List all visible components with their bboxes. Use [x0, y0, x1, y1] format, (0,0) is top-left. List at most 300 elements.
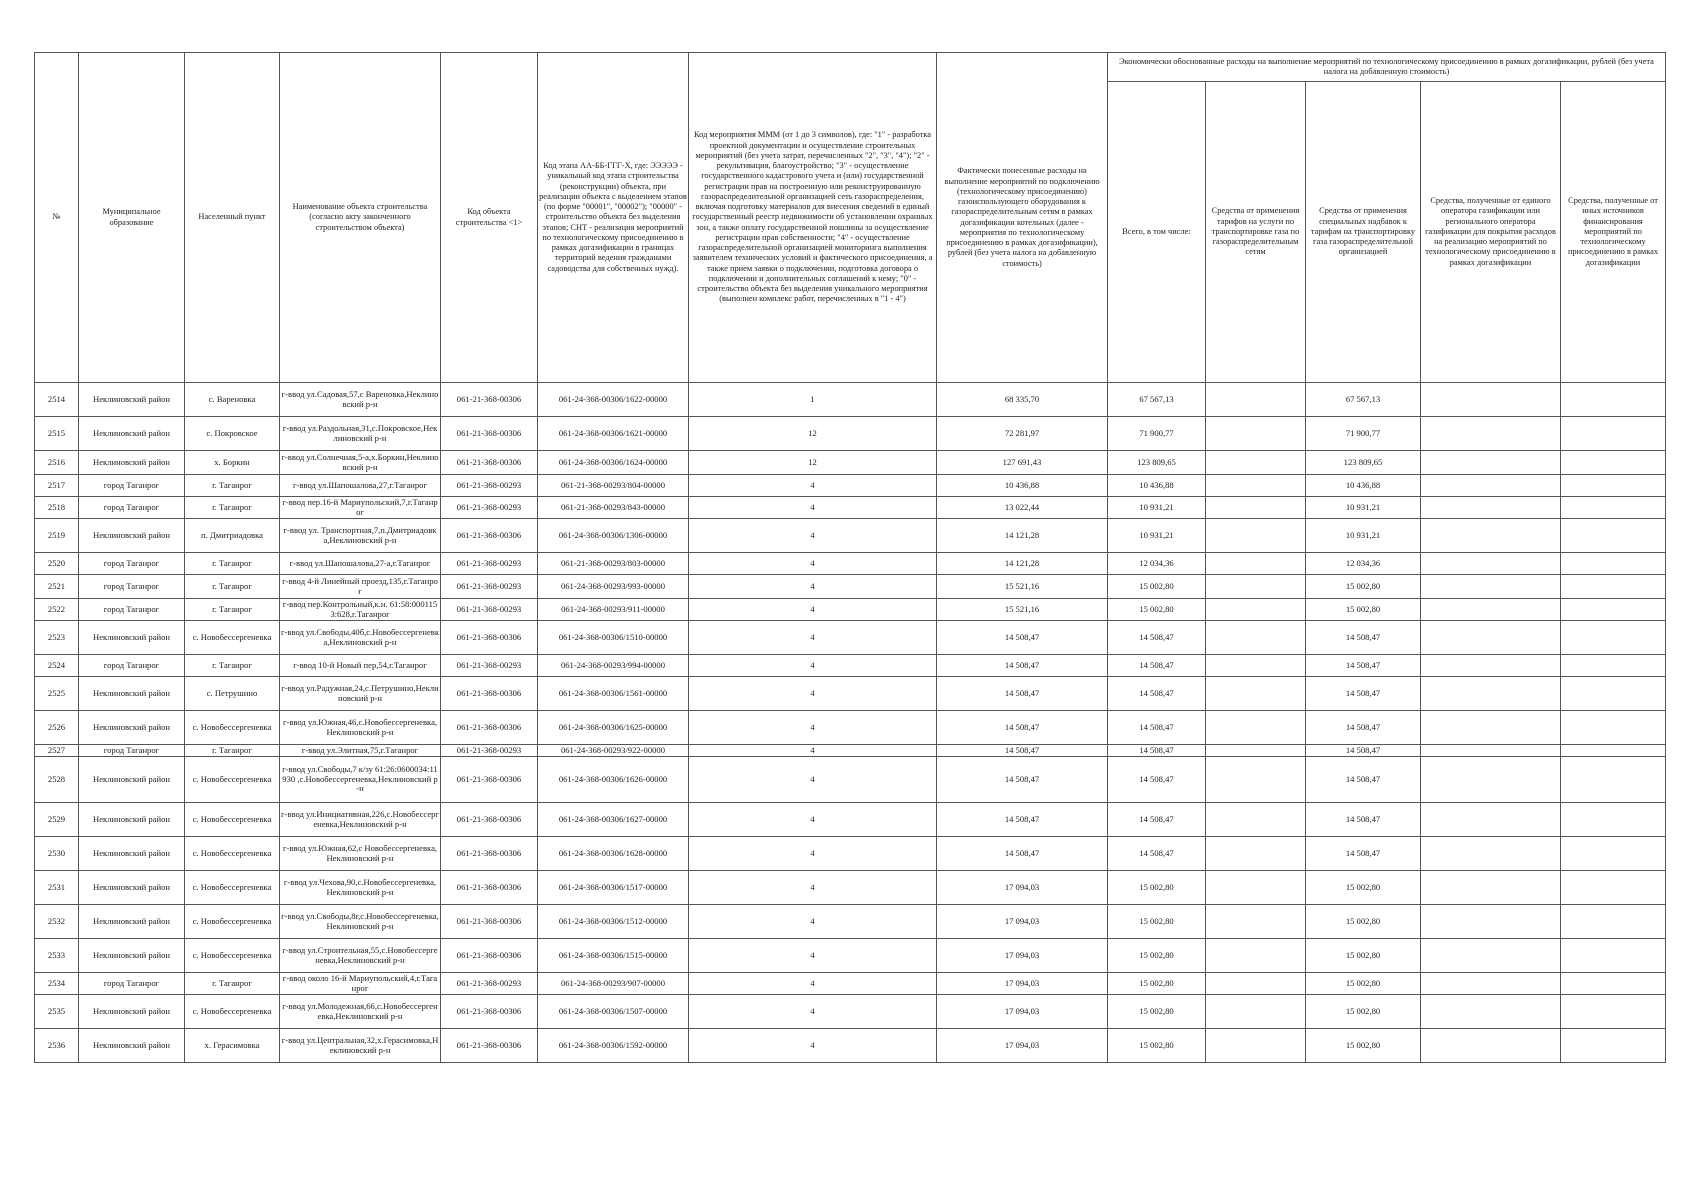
header-other: Средства, полученные от иных источников финансирования мероприятий по технологическому присоединению в рамках догазификации: [1561, 82, 1666, 383]
cell-municipality: Неклиновский район: [79, 417, 185, 451]
cell-object-code: 061-21-368-00306: [441, 711, 538, 745]
cell-settlement: с. Новобессергеневка: [185, 905, 280, 939]
cell-tariffs: [1206, 939, 1306, 973]
cell-object-name: г-ввод 4-й Линейный проезд,135,г.Таганрог: [280, 575, 441, 599]
cell-stage-code: 061-24-368-00306/1622-00000: [538, 383, 689, 417]
cell-municipality: Неклиновский район: [79, 939, 185, 973]
cell-no: 2519: [35, 519, 79, 553]
cell-total: 15 002,80: [1108, 973, 1206, 995]
cell-operator: [1421, 973, 1561, 995]
cell-event-code: 4: [689, 475, 937, 497]
header-stage-code: Код этапа АА-ББ-ГГГ-Х, где: ЭЭЭЭЭ - уникальный код этапа строительства (реконструкции) объекта, при реализации объекта с выделением этапов (по форме "00001", "00002"); "00000" - строительство объекта без выделения этапов; СНТ - реализация мероприятий по технологическому присоединению в рамках догазификации в границах территорий ведения гражданами садоводства для собственных нужд).: [538, 53, 689, 383]
cell-tariffs: [1206, 621, 1306, 655]
cell-other: [1561, 995, 1666, 1029]
cell-operator: [1421, 497, 1561, 519]
cell-event-code: 4: [689, 599, 937, 621]
cell-total: 14 508,47: [1108, 677, 1206, 711]
cell-no: 2524: [35, 655, 79, 677]
table-row: [35, 475, 1666, 497]
cell-event-code: 4: [689, 711, 937, 745]
cell-other: [1561, 757, 1666, 803]
cell-tariffs: [1206, 451, 1306, 475]
cell-other: [1561, 1029, 1666, 1063]
cell-event-code: 4: [689, 621, 937, 655]
cell-event-code: 4: [689, 575, 937, 599]
header-settlement: Населенный пункт: [185, 53, 280, 383]
cell-stage-code: 061-24-368-00306/1507-00000: [538, 995, 689, 1029]
cell-markups: 15 002,80: [1306, 973, 1421, 995]
table-row: [35, 621, 1666, 655]
cell-markups: 10 931,21: [1306, 519, 1421, 553]
cell-actual-costs: 15 521,16: [937, 575, 1108, 599]
cell-object-code: 061-21-368-00306: [441, 519, 538, 553]
cell-stage-code: 061-21-368-00293/803-00000: [538, 553, 689, 575]
cell-actual-costs: 14 508,47: [937, 803, 1108, 837]
cell-operator: [1421, 939, 1561, 973]
cell-actual-costs: 13 022,44: [937, 497, 1108, 519]
cell-total: 15 002,80: [1108, 1029, 1206, 1063]
cell-tariffs: [1206, 837, 1306, 871]
cell-markups: 10 931,21: [1306, 497, 1421, 519]
cell-object-name: г-ввод ул.Центральная,32,х.Герасимовка,Неклиновский р-н: [280, 1029, 441, 1063]
cell-municipality: Неклиновский район: [79, 757, 185, 803]
cell-no: 2535: [35, 995, 79, 1029]
cell-settlement: с. Новобессергеневка: [185, 837, 280, 871]
cell-stage-code: 061-24-368-00293/907-00000: [538, 973, 689, 995]
cell-other: [1561, 451, 1666, 475]
cell-stage-code: 061-24-368-00306/1510-00000: [538, 621, 689, 655]
header-tariffs: Средства от применения тарифов на услуги по транспортировке газа по газораспределительным сетям: [1206, 82, 1306, 383]
cell-total: 15 002,80: [1108, 939, 1206, 973]
cell-event-code: 12: [689, 417, 937, 451]
cell-actual-costs: 14 508,47: [937, 745, 1108, 757]
cell-municipality: город Таганрог: [79, 575, 185, 599]
cell-object-code: 061-21-368-00293: [441, 575, 538, 599]
cell-event-code: 4: [689, 871, 937, 905]
cell-operator: [1421, 575, 1561, 599]
header-group-title: Экономически обоснованные расходы на выполнение мероприятий по технологическому присоединению в рамках догазификации, рублей (без учета налога на добавленную стоимость): [1108, 53, 1666, 82]
cell-object-name: г-ввод ул.Инициативная,226,с.Новобессергеневка,Неклиновский р-н: [280, 803, 441, 837]
header-event-code: Код мероприятия МММ (от 1 до 3 символов), где: "1" - разработка проектной документации и осуществление строительных мероприятий (без учета затрат, перечисленных "2", "3", "4"); "2" - рекультивация, благоустройство; "3" - осуществление государственного кадастрового учета и (или) государственной регистрации прав на построенную или реконструированную газораспределительной организацией сеть газораспределения, включая подготовку материалов для внесения сведений в единый государственный реестр недвижимости об установлении охранных зон, а также оплату государственной пошлины за осуществление регистрации прав собственности; "4" - осуществление газораспределительной организацией мониторинга выполнения заявителем технических условий и фактического присоединения, а также прием заявки о подключении, подготовка договора о подключении и дополнительных соглашений к нему; "0" - строительство объекта без выделения уникального мероприятия (выполнен комплекс работ, перечисленных в "1 - 4"): [689, 53, 937, 383]
cell-actual-costs: 14 508,47: [937, 655, 1108, 677]
cell-stage-code: 061-24-368-00293/994-00000: [538, 655, 689, 677]
cell-other: [1561, 677, 1666, 711]
cell-object-name: г-ввод ул.Строительная,55,с.Новобессергеневка,Неклиновский р-н: [280, 939, 441, 973]
cell-object-code: 061-21-368-00306: [441, 995, 538, 1029]
cell-tariffs: [1206, 553, 1306, 575]
cell-no: 2521: [35, 575, 79, 599]
cell-object-name: г-ввод ул.Свободы,8г,с.Новобессергеневка,Неклиновский р-н: [280, 905, 441, 939]
cell-markups: 15 002,80: [1306, 905, 1421, 939]
cell-event-code: 4: [689, 519, 937, 553]
cell-object-code: 061-21-368-00306: [441, 803, 538, 837]
cell-municipality: город Таганрог: [79, 745, 185, 757]
cell-operator: [1421, 383, 1561, 417]
cell-event-code: 4: [689, 677, 937, 711]
cell-settlement: х. Боркин: [185, 451, 280, 475]
cell-settlement: х. Герасимовка: [185, 1029, 280, 1063]
cell-settlement: г. Таганрог: [185, 655, 280, 677]
cell-operator: [1421, 475, 1561, 497]
cell-actual-costs: 14 508,47: [937, 677, 1108, 711]
cell-tariffs: [1206, 599, 1306, 621]
cell-total: 10 931,21: [1108, 519, 1206, 553]
cell-markups: 67 567,13: [1306, 383, 1421, 417]
cell-object-code: 061-21-368-00306: [441, 871, 538, 905]
cell-municipality: Неклиновский район: [79, 519, 185, 553]
cell-settlement: с. Новобессергеневка: [185, 871, 280, 905]
cell-tariffs: [1206, 995, 1306, 1029]
cell-other: [1561, 803, 1666, 837]
cell-tariffs: [1206, 973, 1306, 995]
cell-object-code: 061-21-368-00293: [441, 497, 538, 519]
table-row: [35, 451, 1666, 475]
cell-municipality: Неклиновский район: [79, 711, 185, 745]
cell-actual-costs: 17 094,03: [937, 939, 1108, 973]
cell-object-code: 061-21-368-00293: [441, 553, 538, 575]
table-row: [35, 575, 1666, 599]
cell-object-name: г-ввод пер.Контрольный,к.н. 61:58:0001153:628,г.Таганрог: [280, 599, 441, 621]
cell-actual-costs: 14 508,47: [937, 621, 1108, 655]
cell-object-code: 061-21-368-00306: [441, 837, 538, 871]
cell-object-code: 061-21-368-00293: [441, 973, 538, 995]
table-body: [35, 383, 1666, 1063]
cell-markups: 14 508,47: [1306, 745, 1421, 757]
cell-stage-code: 061-24-368-00306/1621-00000: [538, 417, 689, 451]
cell-no: 2532: [35, 905, 79, 939]
cell-stage-code: 061-21-368-00293/843-00000: [538, 497, 689, 519]
cell-object-name: г-ввод около 16-й Мариупольский,4,г.Таганрог: [280, 973, 441, 995]
cell-other: [1561, 575, 1666, 599]
cell-total: 123 809,65: [1108, 451, 1206, 475]
cell-stage-code: 061-24-368-00306/1628-00000: [538, 837, 689, 871]
cell-other: [1561, 383, 1666, 417]
cell-other: [1561, 745, 1666, 757]
cell-municipality: Неклиновский район: [79, 1029, 185, 1063]
cell-settlement: с. Новобессергеневка: [185, 803, 280, 837]
cell-operator: [1421, 655, 1561, 677]
cell-other: [1561, 939, 1666, 973]
cell-no: 2526: [35, 711, 79, 745]
cell-other: [1561, 973, 1666, 995]
cell-object-name: г-ввод ул.Радужная,24,с.Петрушино,Неклиновский р-н: [280, 677, 441, 711]
cell-total: 14 508,47: [1108, 803, 1206, 837]
cell-event-code: 4: [689, 497, 937, 519]
cell-municipality: Неклиновский район: [79, 677, 185, 711]
cell-markups: 14 508,47: [1306, 711, 1421, 745]
cell-object-code: 061-21-368-00306: [441, 451, 538, 475]
cell-total: 15 002,80: [1108, 871, 1206, 905]
cell-no: 2528: [35, 757, 79, 803]
cell-actual-costs: 17 094,03: [937, 1029, 1108, 1063]
cell-no: 2518: [35, 497, 79, 519]
cell-markups: 14 508,47: [1306, 621, 1421, 655]
cell-total: 15 002,80: [1108, 995, 1206, 1029]
cell-actual-costs: 15 521,16: [937, 599, 1108, 621]
cell-event-code: 4: [689, 905, 937, 939]
cell-no: 2517: [35, 475, 79, 497]
cell-event-code: 4: [689, 757, 937, 803]
cell-tariffs: [1206, 905, 1306, 939]
cell-other: [1561, 497, 1666, 519]
cell-tariffs: [1206, 1029, 1306, 1063]
cell-markups: 15 002,80: [1306, 939, 1421, 973]
cell-settlement: с. Новобессергеневка: [185, 939, 280, 973]
cell-tariffs: [1206, 497, 1306, 519]
cell-object-code: 061-21-368-00306: [441, 383, 538, 417]
header-operator: Средства, полученные от единого оператора газификации или регионального оператора газификации для покрытия расходов на реализацию мероприятий по технологическому присоединению в рамках догазификации: [1421, 82, 1561, 383]
cell-object-name: г-ввод ул.Садовая,57,с Вареновка,Неклиновский р-н: [280, 383, 441, 417]
cell-municipality: город Таганрог: [79, 599, 185, 621]
cell-tariffs: [1206, 677, 1306, 711]
cell-tariffs: [1206, 475, 1306, 497]
cell-event-code: 4: [689, 1029, 937, 1063]
cell-tariffs: [1206, 871, 1306, 905]
cell-no: 2529: [35, 803, 79, 837]
table-row: [35, 417, 1666, 451]
table-row: [35, 837, 1666, 871]
cell-actual-costs: 72 281,97: [937, 417, 1108, 451]
table-row: [35, 711, 1666, 745]
cell-no: 2536: [35, 1029, 79, 1063]
cell-object-name: г-ввод ул.Южная,46,с.Новобессергеневка,Неклиновский р-н: [280, 711, 441, 745]
cell-stage-code: 061-24-368-00306/1624-00000: [538, 451, 689, 475]
table-row: [35, 939, 1666, 973]
cell-no: 2530: [35, 837, 79, 871]
cell-object-name: г-ввод ул.Солнечная,5-а,х.Боркин,Неклиновский р-н: [280, 451, 441, 475]
table-row: [35, 871, 1666, 905]
cell-stage-code: 061-24-368-00306/1626-00000: [538, 757, 689, 803]
cell-markups: 14 508,47: [1306, 837, 1421, 871]
cell-object-code: 061-21-368-00306: [441, 905, 538, 939]
cell-markups: 15 002,80: [1306, 599, 1421, 621]
cell-object-code: 061-21-368-00293: [441, 655, 538, 677]
cell-stage-code: 061-24-368-00306/1512-00000: [538, 905, 689, 939]
cell-object-name: г-ввод ул.Шапошалова,27,г.Таганрог: [280, 475, 441, 497]
cell-event-code: 4: [689, 745, 937, 757]
cell-markups: 123 809,65: [1306, 451, 1421, 475]
cell-tariffs: [1206, 711, 1306, 745]
cell-other: [1561, 621, 1666, 655]
cell-actual-costs: 68 335,70: [937, 383, 1108, 417]
cell-no: 2527: [35, 745, 79, 757]
cell-other: [1561, 553, 1666, 575]
header-object-name: Наименование объекта строительства (согласно акту законченного строительством объекта): [280, 53, 441, 383]
cell-settlement: с. Вареновка: [185, 383, 280, 417]
cell-stage-code: 061-24-368-00306/1517-00000: [538, 871, 689, 905]
cell-object-code: 061-21-368-00306: [441, 757, 538, 803]
cell-total: 14 508,47: [1108, 757, 1206, 803]
cell-actual-costs: 10 436,88: [937, 475, 1108, 497]
table-header: [35, 53, 1666, 383]
cell-no: 2531: [35, 871, 79, 905]
cell-municipality: город Таганрог: [79, 475, 185, 497]
table-row: [35, 745, 1666, 757]
cell-object-code: 061-21-368-00306: [441, 939, 538, 973]
cell-settlement: с. Петрушино: [185, 677, 280, 711]
cell-markups: 10 436,88: [1306, 475, 1421, 497]
cell-object-code: 061-21-368-00306: [441, 677, 538, 711]
cell-object-name: г-ввод ул.Молодежная,66,с.Новобессергеневка,Неклиновский р-н: [280, 995, 441, 1029]
cell-other: [1561, 599, 1666, 621]
header-actual-costs: Фактически понесенные расходы на выполнение мероприятий по подключению (технологическому присоединению) газоиспользующего оборудования к газораспределительным сетям в рамках догазификации котельных (далее - мероприятия по технологическому присоединению в рамках догазификации), рублей (без учета налога на добавленную стоимость): [937, 53, 1108, 383]
cell-no: 2522: [35, 599, 79, 621]
cell-markups: 14 508,47: [1306, 677, 1421, 711]
table-row: [35, 677, 1666, 711]
cell-object-name: г-ввод ул.Элитная,75,г.Таганрог: [280, 745, 441, 757]
cell-operator: [1421, 417, 1561, 451]
cell-tariffs: [1206, 803, 1306, 837]
cell-object-code: 061-21-368-00306: [441, 417, 538, 451]
cell-no: 2515: [35, 417, 79, 451]
cell-tariffs: [1206, 745, 1306, 757]
cell-no: 2520: [35, 553, 79, 575]
table-row: [35, 1029, 1666, 1063]
cell-tariffs: [1206, 383, 1306, 417]
table-row: [35, 803, 1666, 837]
cell-actual-costs: 127 691,43: [937, 451, 1108, 475]
cell-other: [1561, 475, 1666, 497]
cell-stage-code: 061-24-368-00306/1592-00000: [538, 1029, 689, 1063]
cell-stage-code: 061-24-368-00306/1627-00000: [538, 803, 689, 837]
cell-actual-costs: 14 121,28: [937, 519, 1108, 553]
table-row: [35, 905, 1666, 939]
cell-municipality: Неклиновский район: [79, 995, 185, 1029]
cell-tariffs: [1206, 417, 1306, 451]
cell-operator: [1421, 621, 1561, 655]
cell-actual-costs: 14 508,47: [937, 757, 1108, 803]
cell-no: 2525: [35, 677, 79, 711]
header-municipality: Муниципальное образование: [79, 53, 185, 383]
cell-actual-costs: 14 121,28: [937, 553, 1108, 575]
cell-municipality: Неклиновский район: [79, 905, 185, 939]
cell-total: 14 508,47: [1108, 655, 1206, 677]
cell-no: 2533: [35, 939, 79, 973]
cell-municipality: город Таганрог: [79, 973, 185, 995]
cell-markups: 15 002,80: [1306, 995, 1421, 1029]
cell-markups: 14 508,47: [1306, 757, 1421, 803]
cell-operator: [1421, 711, 1561, 745]
cell-markups: 14 508,47: [1306, 655, 1421, 677]
cell-total: 71 900,77: [1108, 417, 1206, 451]
cell-stage-code: 061-21-368-00293/804-00000: [538, 475, 689, 497]
cell-object-code: 061-21-368-00306: [441, 1029, 538, 1063]
cell-no: 2514: [35, 383, 79, 417]
cell-no: 2516: [35, 451, 79, 475]
cell-stage-code: 061-24-368-00293/993-00000: [538, 575, 689, 599]
cell-total: 10 436,88: [1108, 475, 1206, 497]
header-no: №: [35, 53, 79, 383]
table-row: [35, 995, 1666, 1029]
cell-operator: [1421, 871, 1561, 905]
cell-object-name: г-ввод ул.Свободы,40б,с.Новобессергеневка,Неклиновский р-н: [280, 621, 441, 655]
cell-markups: 12 034,36: [1306, 553, 1421, 575]
cell-event-code: 4: [689, 655, 937, 677]
header-total: Всего, в том числе:: [1108, 82, 1206, 383]
cell-operator: [1421, 1029, 1561, 1063]
cell-total: 14 508,47: [1108, 745, 1206, 757]
cell-object-code: 061-21-368-00306: [441, 621, 538, 655]
cell-total: 12 034,36: [1108, 553, 1206, 575]
cell-operator: [1421, 995, 1561, 1029]
cell-settlement: г. Таганрог: [185, 599, 280, 621]
cell-operator: [1421, 745, 1561, 757]
cell-stage-code: 061-24-368-00306/1306-00000: [538, 519, 689, 553]
cell-stage-code: 061-24-368-00293/911-00000: [538, 599, 689, 621]
cell-stage-code: 061-24-368-00306/1625-00000: [538, 711, 689, 745]
cell-municipality: Неклиновский район: [79, 383, 185, 417]
cell-object-name: г-ввод ул. Транспортная,7,п.Дмитриадовка,Неклиновский р-н: [280, 519, 441, 553]
cell-actual-costs: 17 094,03: [937, 905, 1108, 939]
cell-settlement: г. Таганрог: [185, 497, 280, 519]
cell-markups: 15 002,80: [1306, 575, 1421, 599]
cell-operator: [1421, 451, 1561, 475]
cell-object-name: г-ввод ул.Чехова,90,с.Новобессергеневка,Неклиновский р-н: [280, 871, 441, 905]
cell-stage-code: 061-24-368-00306/1515-00000: [538, 939, 689, 973]
cell-other: [1561, 655, 1666, 677]
cell-operator: [1421, 757, 1561, 803]
cell-other: [1561, 905, 1666, 939]
cell-operator: [1421, 553, 1561, 575]
cell-stage-code: 061-24-368-00293/922-00000: [538, 745, 689, 757]
cell-actual-costs: 17 094,03: [937, 973, 1108, 995]
cell-tariffs: [1206, 575, 1306, 599]
table-row: [35, 655, 1666, 677]
cell-settlement: с. Покровское: [185, 417, 280, 451]
cell-total: 15 002,80: [1108, 599, 1206, 621]
cell-settlement: п. Дмитриадовка: [185, 519, 280, 553]
cell-event-code: 4: [689, 995, 937, 1029]
cell-object-name: г-ввод ул.Шапошалова,27-а,г.Таганрог: [280, 553, 441, 575]
cell-settlement: г. Таганрог: [185, 553, 280, 575]
cell-other: [1561, 711, 1666, 745]
cell-event-code: 4: [689, 939, 937, 973]
cell-other: [1561, 837, 1666, 871]
cell-total: 10 931,21: [1108, 497, 1206, 519]
cell-event-code: 12: [689, 451, 937, 475]
cell-object-name: г-ввод ул.Южная,62,с Новобессергеневка,Неклиновский р-н: [280, 837, 441, 871]
cell-total: 15 002,80: [1108, 905, 1206, 939]
cell-operator: [1421, 837, 1561, 871]
cell-municipality: Неклиновский район: [79, 871, 185, 905]
cell-settlement: г. Таганрог: [185, 973, 280, 995]
cell-event-code: 1: [689, 383, 937, 417]
cell-total: 67 567,13: [1108, 383, 1206, 417]
cell-tariffs: [1206, 757, 1306, 803]
cell-other: [1561, 519, 1666, 553]
cell-tariffs: [1206, 655, 1306, 677]
cell-total: 14 508,47: [1108, 621, 1206, 655]
cell-actual-costs: 14 508,47: [937, 711, 1108, 745]
cell-markups: 15 002,80: [1306, 871, 1421, 905]
table-row: [35, 519, 1666, 553]
cell-object-code: 061-21-368-00293: [441, 475, 538, 497]
cell-tariffs: [1206, 519, 1306, 553]
cell-total: 15 002,80: [1108, 575, 1206, 599]
cell-object-code: 061-21-368-00293: [441, 745, 538, 757]
table-row: [35, 553, 1666, 575]
cell-object-name: г-ввод пер.16-й Мариупольский,7,г.Таганрог: [280, 497, 441, 519]
cell-actual-costs: 17 094,03: [937, 871, 1108, 905]
cell-total: 14 508,47: [1108, 711, 1206, 745]
cell-object-code: 061-21-368-00293: [441, 599, 538, 621]
cell-municipality: Неклиновский район: [79, 803, 185, 837]
cell-markups: 14 508,47: [1306, 803, 1421, 837]
cell-settlement: г. Таганрог: [185, 475, 280, 497]
dogazification-table: [34, 52, 1666, 1063]
cell-other: [1561, 871, 1666, 905]
cell-markups: 71 900,77: [1306, 417, 1421, 451]
